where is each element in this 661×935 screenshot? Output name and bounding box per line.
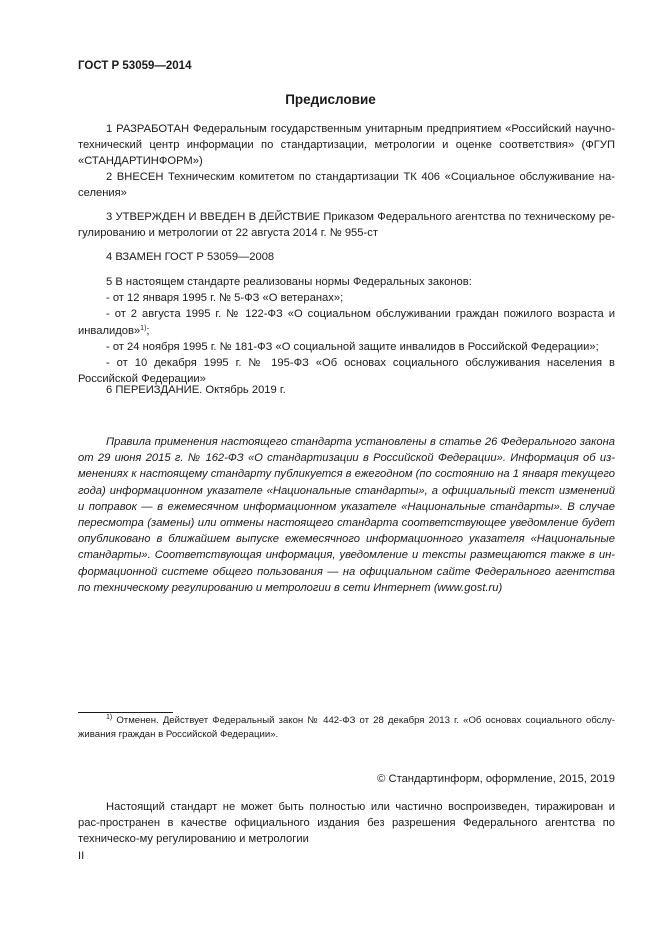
law-list-item: - от 12 января 1995 г. № 5-ФЗ «О ветеранах»; bbox=[106, 292, 344, 305]
law-list-item: - от 2 августа 1995 г. № 122-ФЗ «О социальном обслуживании граждан пожилого возраста и инвалидов»$^{1)}$; bbox=[78, 308, 615, 337]
legal-notice: Настоящий стандарт не может быть полностью или частично воспроизведен, тиражирован и рас-пространен в качестве официального издания без разрешения Федерального агентства по техническо-му регулированию и метрологии bbox=[78, 801, 615, 846]
copyright-line: © Стандартинформ, оформление, 2015, 2019 bbox=[377, 773, 615, 785]
item-4-replaces: 4 ВЗАМЕН ГОСТ Р 53059—2008 bbox=[106, 251, 275, 263]
page-title: Предисловие bbox=[285, 92, 376, 107]
law-list-item: - от 10 декабря 1995 г. № 195-ФЗ «Об основах социального обслуживания населения в Российской Федерации» bbox=[78, 357, 615, 386]
doc-number-header: ГОСТ Р 53059—2014 bbox=[78, 60, 192, 72]
footnote-mark: 1) bbox=[106, 714, 113, 721]
item-2-introduced: 2 ВНЕСЕН Техническим комитетом по стандартизации ТК 406 «Социальное обслуживание на-селения» bbox=[78, 171, 615, 200]
item-5-laws bbox=[78, 274, 615, 387]
item-6-reissue: 6 ПЕРЕИЗДАНИЕ. Октябрь 2019 г. bbox=[106, 384, 286, 396]
footnote-separator bbox=[78, 712, 173, 713]
item-5-intro: 5 В настоящем стандарте реализованы нормы Федеральных законов: bbox=[106, 276, 472, 288]
page-number: II bbox=[78, 850, 85, 862]
item-3-approved: 3 УТВЕРЖДЕН И ВВЕДЕН В ДЕЙСТВИЕ Приказом Федерального агентства по техническому ре-гулированию и метрологии от 22 августа 2014 г. № 955-ст bbox=[78, 211, 615, 240]
item-1-developed: 1 РАЗРАБОТАН Федеральным государственным унитарным предприятием «Российский научно-технический центр информации по стандартизации, метрологии и оценке соответствия» (ФГУП «СТАНДАРТИНФОРМ») bbox=[78, 123, 615, 168]
footnote-ref: 1) bbox=[140, 324, 147, 332]
footnote: $^{1)}$ Отменен. Действует Федеральный закон № 442-ФЗ от 28 декабря 2013 г. «Об основах социального обслу-живания граждан в Российской Федерации». bbox=[78, 714, 615, 741]
standard-application-notice: Правила применения настоящего стандарта установлены в статье 26 Федерального закона от 29 июня 2015 г. № 162-ФЗ «О стандартизации в Российской Федерации». Информация об из-менениях к настоящему стандарту публикуется в ежегодном (по состоянию на 1 января текущего года) информационном указателе «Национальные стандарты», а официальный текст изменений и поправок — в ежемесячном информационном указателе «Национальные стандарты». В случае пересмотра (замены) или отмены настоящего стандарта соответствующее уведомление будет опубликовано в ближайшем выпуске ежемесячного информационного указателя «Национальные стандарты». Соответствующая информация, уведомление и тексты размещаются также в ин-формационной системе общего пользования — на официальном сайте Федерального агентства по техническому регулированию и метрологии в сети Интернет (www.gost.ru) bbox=[78, 436, 615, 594]
law-list-item: - от 24 ноября 1995 г. № 181-ФЗ «О социальной защите инвалидов в Российской Федерации»; bbox=[106, 340, 599, 353]
